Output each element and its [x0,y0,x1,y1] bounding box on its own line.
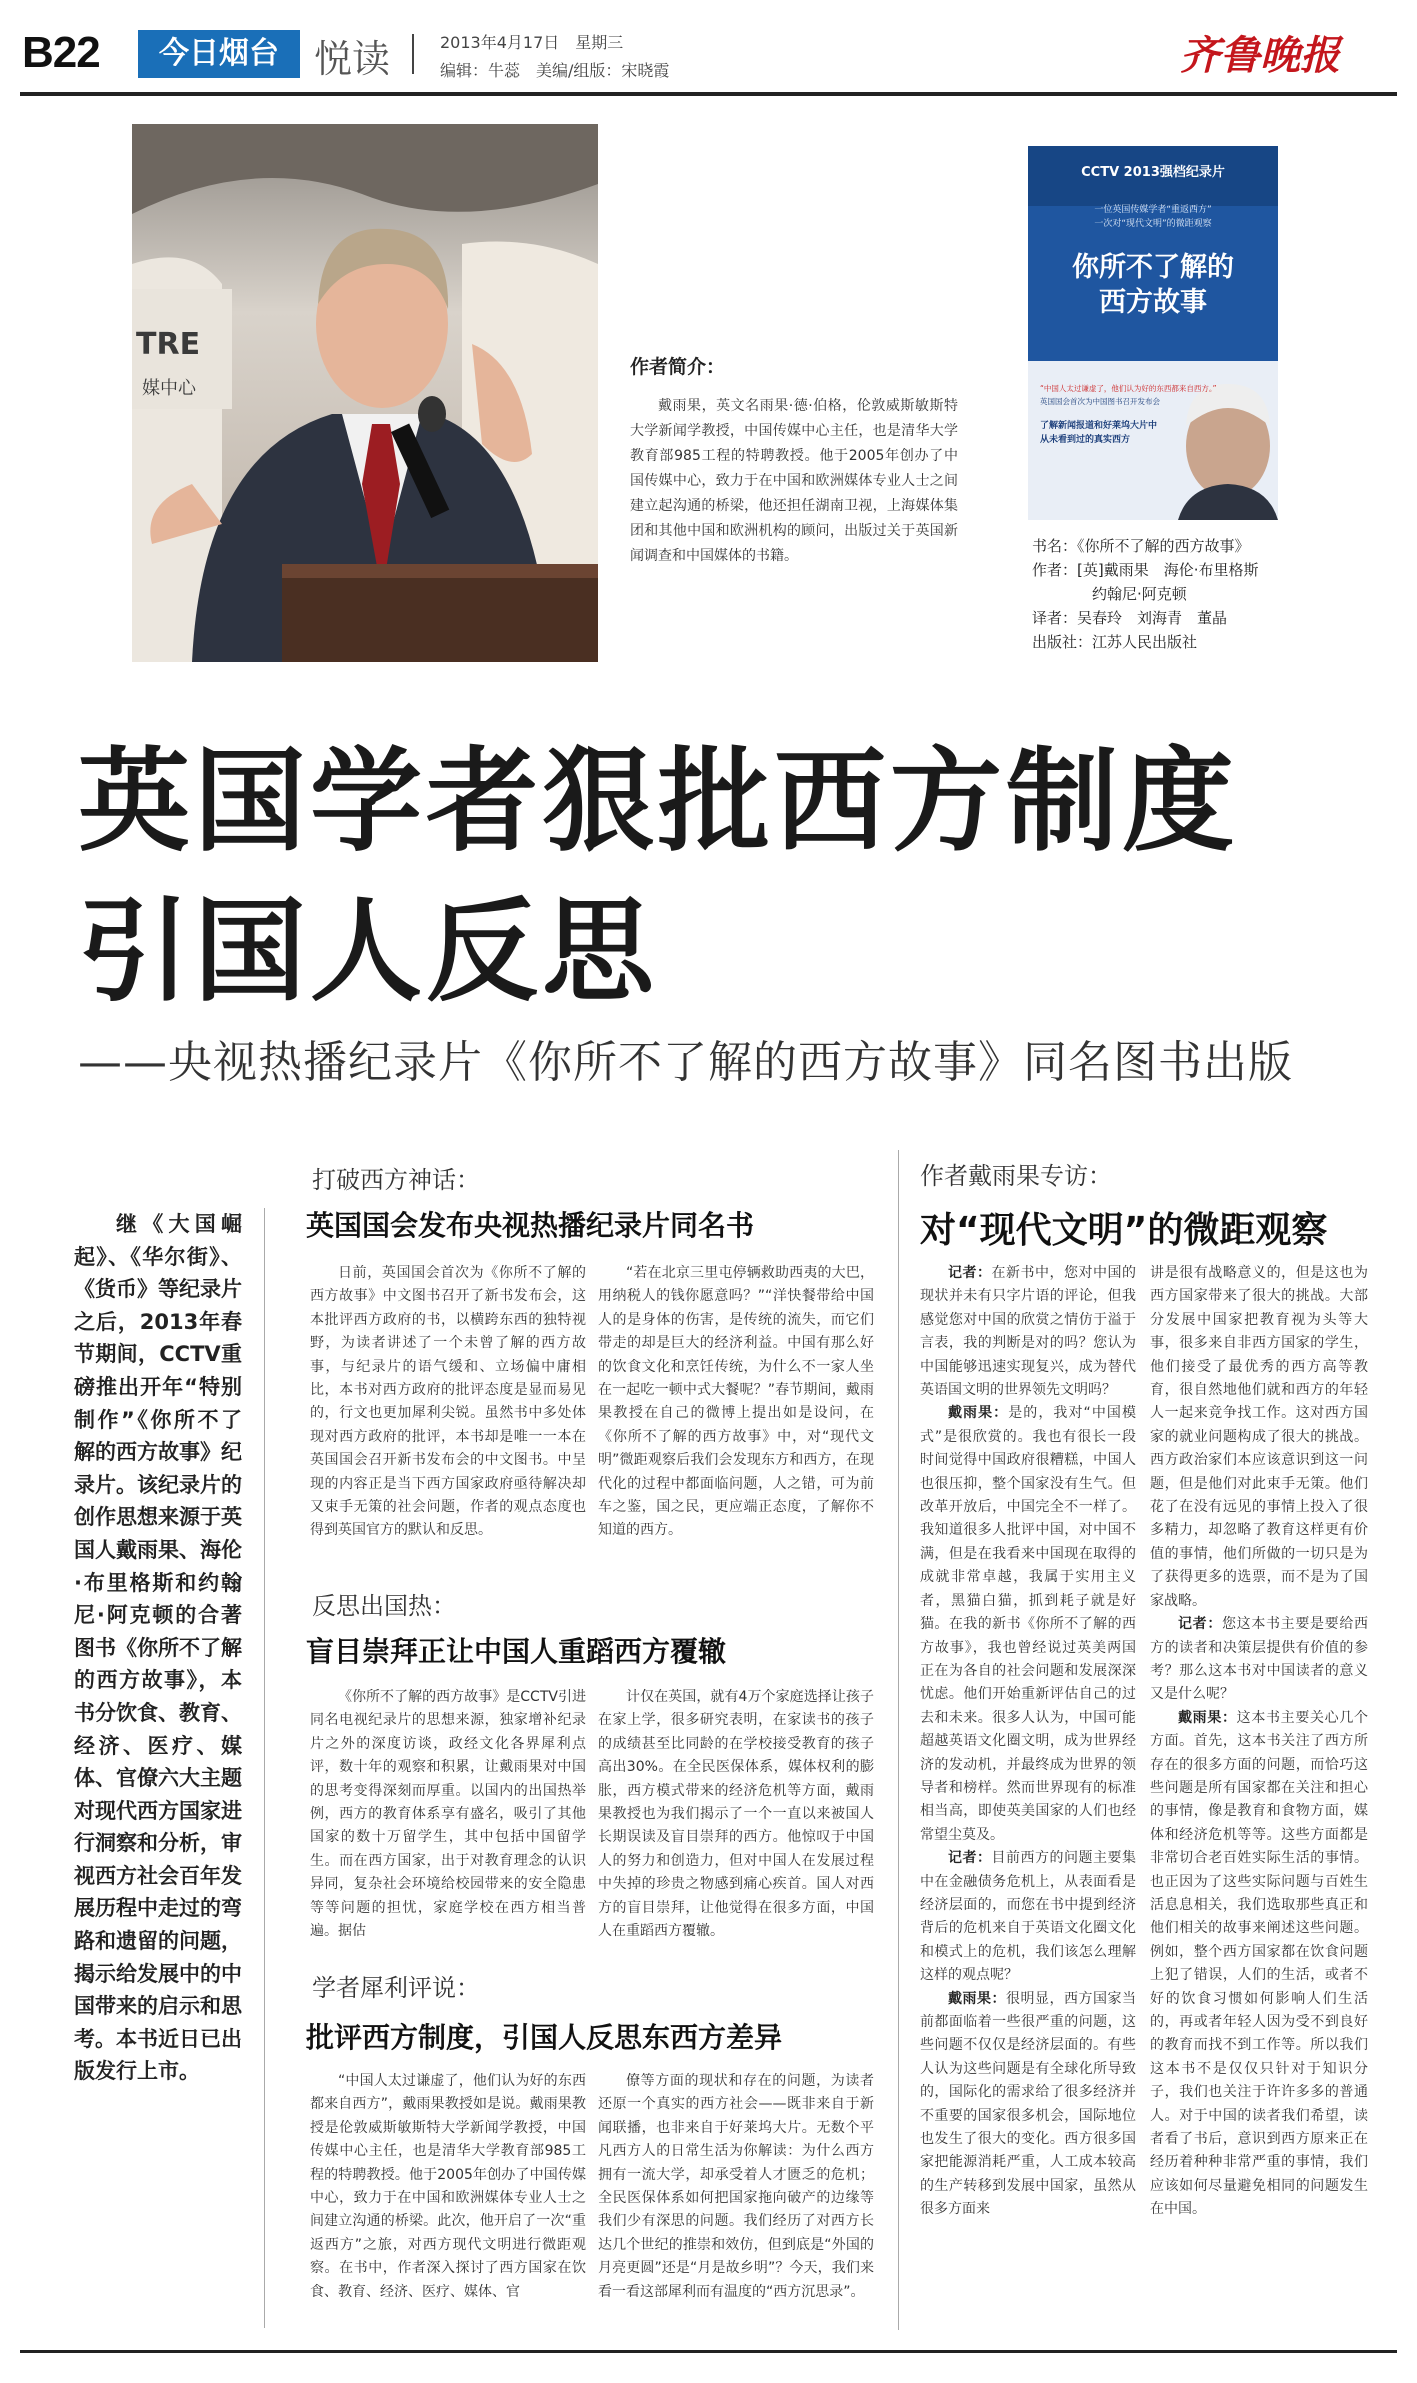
date-line: 2013年4月17日 星期三 [440,33,624,52]
headline-line-1: 英国学者狠批西方制度 [78,737,1238,867]
section-name: 悦读 [314,37,391,81]
section-3-kicker: 学者犀利评说： [312,1974,480,2002]
bio-text: 戴雨果，英文名雨果·德·伯格，伦敦威斯敏斯特大学新闻学教授，中国传媒中心主任，也是清华大学教育部985工程的特聘教授。他于2005年创办了中国传媒中心，致力于在中国和欧洲媒体专业人士之间建立起沟通的桥梁，他还担任湖南卫视，上海媒体集团和其他中国和欧洲机构的顾问，出版过关于英国新闻调查和中国媒体的书籍。 [630,398,958,564]
section-2-kicker: 反思出国热： [312,1592,456,1620]
banner-text: TRE [136,327,201,362]
cover-title-1: 你所不了解的 [1072,252,1234,283]
book-publisher: 出版社：江苏人民出版社 [1032,633,1198,651]
cover-tagline-2: 一次对“现代文明”的微距观察 [1094,219,1212,229]
qa-paragraph: 记者：目前西方的问题主要集中在金融债务危机上，从表面看是经济层面的，而您在书中提到经济背后的危机来自于英语文化圈文化和模式上的危机，我们该怎么理解这样的观点呢？ [920,1850,1136,1984]
interview-subhead: 对“现代文明”的微距观察 [920,1210,1328,1251]
column-divider [898,1150,899,2330]
book-cover [1028,146,1278,520]
bottom-rule [20,2350,1397,2353]
section-2-col-2: 计仅在英国，就有4万个家庭选择让孩子在家上学，很多研究表明，在家读书的孩子的成绩甚至比同龄的在学校接受教育的孩子高出30%。在全民医保体系，媒体权利的膨胀，西方模式带来的经济危机等方面，戴雨果教授也为我们揭示了一个一直以来被国人长期误读及盲目崇拜的西方。他惊叹于中国人的努力和创造力，但对中国人在发展过程中失掉的珍贵之物感到痛心疾首。国人对西方的盲目崇拜，让他觉得在很多方面，中国人在重蹈西方覆辙。 [598,1689,874,1940]
lead-paragraph: 继《大国崛起》、《华尔街》、《货币》等纪录片之后，2013年春节期间，CCTV重磅推出开年“特别制作”《你所不了解的西方故事》纪录片。该纪录片的创作思想来源于英国人戴雨果、海伦·布里格斯和约翰尼·阿克顿的合著图书《你所不了解的西方故事》，本书分饮食、教育、经济、医疗、媒体、官僚六大主题对现代西方国家进行洞察和分析，审视西方社会百年发展历程中走过的弯路和遗留的问题，揭示给发展中的中国带来的启示和思考。本书近日已出版发行上市。 [74,1212,242,2084]
book-title: 书名：《你所不了解的西方故事》 [1032,537,1250,555]
author-photo [132,124,598,662]
subheadline: ——央视热播纪录片《你所不了解的西方故事》同名图书出版 [78,1037,1293,1088]
newspaper-masthead: 齐鲁晚报 [1180,32,1340,79]
book-author-cont: 约翰尼·阿克顿 [1092,585,1187,603]
headline-line-2: 引国人反思 [78,887,658,1017]
author-photo-illustration [132,124,598,662]
book-translator: 译者：吴春玲 刘海青 董晶 [1032,609,1228,627]
interview-kicker: 作者戴雨果专访： [920,1162,1112,1190]
book-info [1032,534,1362,654]
section-badge: 今日烟台 [138,30,300,78]
cover-brand: CCTV 2013强档纪录片 [1081,165,1225,180]
section-3-subhead: 批评西方制度，引国人反思东西方差异 [306,2021,783,2054]
qa-paragraph: 戴雨果：是的，我对“中国模式”是很欣赏的。我也有很长一段时间觉得中国政府很糟糕，中国人也很压抑，整个国家没有生气。但改革开放后，中国完全不一样了。我知道很多人批评中国，对中国不满，但是在我看来中国现在取得的成就非常卓越，我属于实用主义者，黑猫白猫，抓到耗子就是好猫。在我的新书《你所不了解的西方故事》，我也曾经说过英美两国正在为各自的社会问题和发展深深忧虑。他们开始重新评估自己的过去和未来。很多人认为，中国可能超越英语文化圈文明，成为世界经济的发动机，并最终成为世界的领导者和榜样。然而世界现有的标准相当高，即使英美国家的人们也经常望尘莫及。 [920,1405,1136,1843]
qa-paragraph: 记者：您这本书主要是要给西方的读者和决策层提供有价值的参考？那么这本书对中国读者的意义又是什么呢？ [1150,1616,1368,1703]
book-cover-art [1028,146,1278,520]
qa-paragraph: 戴雨果：很明显，西方国家当前都面临着一些很严重的问题，这些问题不仅仅是经济层面的。有些人认为这些问题是有全球化所导致的，国际化的需求给了很多经济并不重要的国家很多机会，国际地位也发生了很大的变化。西方很多国家把能源消耗严重，人工成本较高的生产转移到发展中国家，虽然从很多方面来 [920,1990,1136,2218]
section-1-col-2: “若在北京三里屯停辆救助西夷的大巴，用纳税人的钱你愿意吗？”“洋快餐带给中国人的是身体的伤害，是传统的流失，而它们带走的却是巨大的经济利益。中国有那么好的饮食文化和烹饪传统，为什么不一家人坐在一起吃一顿中式大餐呢？”春节期间，戴雨果教授在自己的微博上提出如是设问，在《你所不了解的西方故事》中，对“现代文明”微距观察后我们会发现东方和西方，在现代化的过程中都面临问题，人之错，可为前车之鉴，国之民，更应端正态度，了解你不知道的西方。 [598,1265,874,1539]
section-1-kicker: 打破西方神话： [312,1166,480,1194]
editor-line: 编辑：牛蕊 美编/组版：宋晓霞 [440,61,670,80]
section-1-subhead: 英国国会发布央视热播纪录片同名书 [306,1209,755,1242]
cover-quote: 了解新闻报道和好莱坞大片中 [1040,421,1158,431]
qa-paragraph: 戴雨果：这本书主要关心几个方面。首先，这本书关注了西方所存在的很多方面的问题，而恰巧这些问题是所有国家都在关注和担心的事情，像是教育和食物方面，媒体和经济危机等等。这些方面都是非常切合老百姓实际生活的事情。也正因为了这些实际问题与百姓生活息息相关，我们选取那些真正和他们相关的故事来阐述这些问题。例如，整个西方国家都在饮食问题上犯了错误，人们的生活，或者不好的饮食习惯如何影响人们生活的，再或者年轻人因为受不到良好的教育而找不到工作等。所以我们这本书不是仅仅只针对于知识分子，我们也关注于许许多多的普通人。对于中国的读者我们希望，读者看了书后，意识到西方原来正在经历着种种非常严重的事情，我们应该如何尽量避免相同的问题发生在中国。 [1150,1709,1369,2218]
section-3-col-1: “中国人太过谦虚了，他们认为好的东西都来自西方”，戴雨果教授如是说。戴雨果教授是伦敦威斯敏斯特大学新闻学教授，中国传媒中心主任，也是清华大学教育部985工程的特聘教授。他于2005年创办了中国传媒中心，致力于在中国和欧洲媒体专业人士之间建立沟通的桥梁。此次，他开启了一次“重返西方”之旅，对西方现代文明进行微距观察。在书中，作者深入探讨了西方国家在饮食、教育、经济、医疗、媒体、官 [310,2073,586,2300]
header-divider [412,34,414,74]
interview-col-1 [920,1262,1136,2222]
section-2-col-1: 《你所不了解的西方故事》是CCTV引进同名电视纪录片的思想来源，独家增补纪录片之外的深度访谈，政经文化各界犀利点评，数十年的观察和积累，让戴雨果对中国的思考变得深刻而厚重。以国内的出国热举例，西方的教育体系享有盛名，吸引了其他国家的数十万留学生，其中包括中国留学生。而在西方国家，出于对教育理念的认识异同，复杂社会环境给校园带来的安全隐患等等问题的担忧，家庭学校在西方相当普遍。据估 [310,1689,586,1940]
cover-tagline-1: 一位英国传媒学者“重返西方” [1094,205,1212,215]
interview-col-2 [1150,1262,1368,2222]
bio-title: 作者简介： [630,356,726,378]
svg-text:从未看到过的真实西方: 从未看到过的真实西方 [1040,435,1131,445]
cover-title-2: 西方故事 [1099,287,1207,318]
svg-text:“中国人太过谦虚了，他们认为好的东西都来自西方。”: “中国人太过谦虚了，他们认为好的东西都来自西方。” [1040,384,1217,393]
book-author: 作者：[英]戴雨果 海伦·布里格斯 [1032,561,1259,579]
page-number: B22 [22,28,100,77]
section-1-col-1: 日前，英国国会首次为《你所不了解的西方故事》中文图书召开了新书发布会，这本批评西方政府的书，以横跨东西的独特视野，为读者讲述了一个未曾了解的西方故事，与纪录片的语气缓和、立场偏中庸相比，本书对西方政府的批评态度是显而易见的，行文也更加犀利尖锐。虽然书中多处体现对西方政府的批评，本书却是唯一一本在英国国会召开新书发布会的中文图书。中呈现的内容正是当下西方国家政府亟待解决却又束手无策的社会问题，作者的观点态度也得到英国官方的默认和反思。 [310,1265,586,1539]
section-2-subhead: 盲目崇拜正让中国人重蹈西方覆辙 [306,1635,727,1668]
section-3-col-2: 僚等方面的现状和存在的问题，为读者还原一个真实的西方社会——既非来自于新闻联播，也非来自于好莱坞大片。无数个平凡西方人的日常生活为你解读：为什么西方拥有一流大学，却承受着人才匮乏的危机；全民医保体系如何把国家拖向破产的边缘等我们少有深思的问题。我们经历了对西方长达几个世纪的推崇和效仿，但到底是“外国的月亮更圆”还是“月是故乡明”？今天，我们来看一看这部犀利而有温度的“西方沉思录”。 [598,2073,874,2300]
banner-subtext: 媒中心 [142,378,196,399]
qa-paragraph: 记者：在新书中，您对中国的现状并未有只字片语的评论，但我感觉您对中国的欣赏之情仿于溢于言表，我的判断是对的吗？您认为中国能够迅速实现复兴，成为替代英语国文明的世界领先文明吗？ [920,1265,1136,1399]
qa-paragraph: 讲是很有战略意义的，但是这也为西方国家带来了很大的挑战。大部分发展中国家把教育视为头等大事，很多来自非西方国家的学生，他们接受了最优秀的西方高等教育，很自然地他们就和西方的年轻人一起来竞争找工作。这对西方国家的就业问题构成了很大的挑战。西方政治家们本应该意识到这一问题，但是他们对此束手无策。他们花了在没有远见的事情上投入了很多精力，却忽略了教育这样更有价值的事情，他们所做的一切只是为了获得更多的选票，而不是为了国家战略。 [1150,1265,1368,1609]
column-divider [264,1208,265,2328]
header-rule [20,92,1397,96]
svg-text:英国国会首次为中国图书召开发布会: 英国国会首次为中国图书召开发布会 [1040,397,1160,406]
